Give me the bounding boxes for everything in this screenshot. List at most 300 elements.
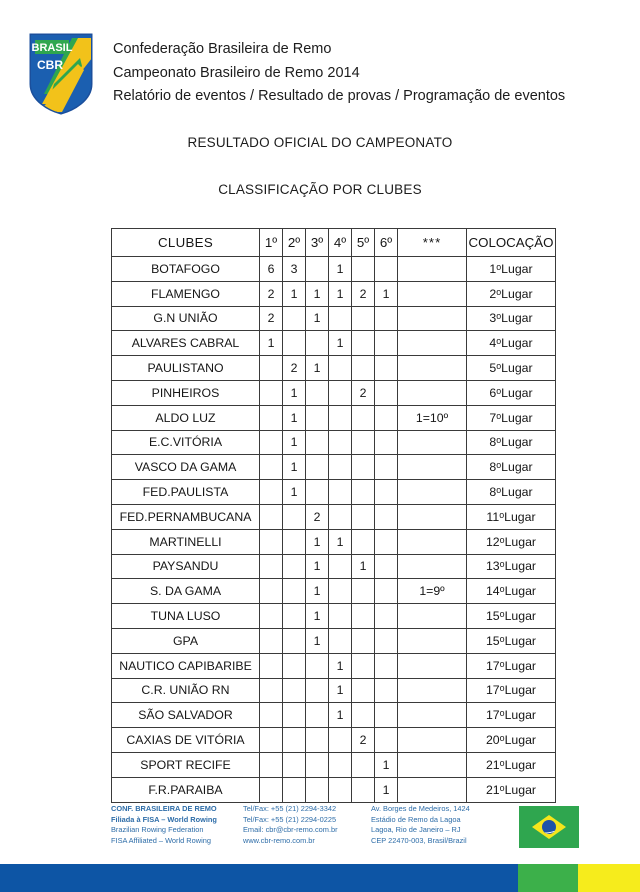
cell-extra-note — [398, 504, 467, 529]
cell-count-3rd — [306, 257, 329, 282]
cell-count-4th — [329, 554, 352, 579]
cell-extra-note — [398, 455, 467, 480]
cell-count-2nd — [283, 703, 306, 728]
cell-count-6th — [375, 703, 398, 728]
cell-count-5th — [352, 703, 375, 728]
cell-count-4th: 1 — [329, 678, 352, 703]
placement-ordinal-mark: o — [499, 534, 505, 545]
cell-count-6th — [375, 380, 398, 405]
cell-club-name: PAYSANDU — [112, 554, 260, 579]
cell-count-4th: 1 — [329, 331, 352, 356]
placement-number: 12 — [485, 534, 500, 549]
placement-word: Lugar — [504, 584, 537, 599]
cell-count-4th — [329, 480, 352, 505]
cell-count-1st — [260, 480, 283, 505]
footer-org-line-1: CONF. BRASILEIRA DE REMO — [111, 804, 217, 813]
placement-number: 4 — [489, 336, 497, 351]
cell-placement — [467, 579, 556, 604]
cell-club-name: PAULISTANO — [112, 356, 260, 381]
placement-ordinal-mark: o — [496, 485, 502, 496]
cell-count-6th — [375, 504, 398, 529]
cell-count-5th — [352, 331, 375, 356]
logo-cbr-text: CBR — [37, 58, 63, 72]
cell-extra-note — [398, 529, 467, 554]
cell-count-6th — [375, 529, 398, 554]
cell-placement — [467, 380, 556, 405]
table-row — [112, 306, 556, 331]
cell-count-5th: 2 — [352, 380, 375, 405]
cell-club-name: SÃO SALVADOR — [112, 703, 260, 728]
cell-placement — [467, 529, 556, 554]
cell-count-4th — [329, 604, 352, 629]
page-header — [0, 0, 640, 122]
cell-count-6th — [375, 653, 398, 678]
footer-address-line-2: Estádio de Remo da Lagoa — [371, 814, 461, 824]
cell-count-1st — [260, 380, 283, 405]
table-row — [112, 380, 556, 405]
placement-word: Lugar — [504, 509, 536, 524]
cell-extra-note — [398, 703, 467, 728]
cell-count-6th: 1 — [375, 281, 398, 306]
brazil-flag-icon — [519, 806, 579, 848]
bottom-bar-green — [518, 864, 578, 892]
placement-ordinal-mark: o — [499, 782, 505, 793]
cell-count-1st — [260, 356, 283, 381]
cell-count-2nd: 1 — [283, 480, 306, 505]
cell-club-name: FLAMENGO — [112, 281, 260, 306]
placement-ordinal-mark: o — [496, 460, 502, 471]
placement-number: 13 — [485, 559, 500, 574]
cell-count-6th — [375, 678, 398, 703]
placement-number: 20 — [485, 733, 500, 748]
cell-club-name: ALDO LUZ — [112, 405, 260, 430]
placement-ordinal-mark: o — [499, 658, 505, 669]
table-row — [112, 281, 556, 306]
placement-number: 2 — [489, 286, 497, 301]
cell-count-1st: 6 — [260, 257, 283, 282]
cell-count-2nd — [283, 777, 306, 802]
placement-word: Lugar — [501, 336, 533, 351]
cell-count-2nd: 1 — [283, 380, 306, 405]
placement-word: Lugar — [501, 261, 533, 276]
cell-count-3rd — [306, 380, 329, 405]
col-header-extra: *** — [398, 229, 467, 257]
bottom-color-bar — [0, 864, 640, 892]
cell-placement — [467, 653, 556, 678]
club-classification-table — [111, 228, 556, 803]
cell-count-3rd — [306, 405, 329, 430]
header-line-report-type: Relatório de eventos / Resultado de provas / Programação de eventos — [113, 88, 566, 104]
cell-club-name: SPORT RECIFE — [112, 752, 260, 777]
placement-number: 14 — [485, 584, 500, 599]
bottom-bar-blue — [0, 864, 518, 892]
placement-number: 15 — [485, 609, 500, 624]
cell-count-3rd: 1 — [306, 554, 329, 579]
cell-count-4th: 1 — [329, 653, 352, 678]
cell-count-4th — [329, 728, 352, 753]
cell-count-3rd — [306, 480, 329, 505]
cell-club-name: ALVARES CABRAL — [112, 331, 260, 356]
cell-count-5th: 1 — [352, 554, 375, 579]
cell-club-name: CAXIAS DE VITÓRIA — [112, 728, 260, 753]
cell-club-name: PINHEIROS — [112, 380, 260, 405]
placement-ordinal-mark: o — [496, 361, 502, 372]
cell-count-5th — [352, 777, 375, 802]
cell-extra-note — [398, 678, 467, 703]
cell-placement — [467, 281, 556, 306]
cell-count-2nd — [283, 653, 306, 678]
placement-ordinal-mark: o — [496, 311, 502, 322]
cell-count-6th — [375, 604, 398, 629]
cell-placement — [467, 455, 556, 480]
table-row — [112, 703, 556, 728]
placement-word: Lugar — [504, 633, 537, 648]
placement-number: 8 — [489, 435, 497, 450]
cell-count-4th — [329, 628, 352, 653]
placement-word: Lugar — [501, 286, 533, 301]
cell-count-4th — [329, 579, 352, 604]
header-line-championship: Campeonato Brasileiro de Remo 2014 — [113, 64, 360, 81]
cell-placement — [467, 356, 556, 381]
footer-email[interactable]: Email: cbr@cbr-remo.com.br — [243, 825, 338, 835]
table-row — [112, 728, 556, 753]
cell-count-4th: 1 — [329, 257, 352, 282]
placement-word: Lugar — [504, 708, 537, 723]
cell-count-2nd — [283, 504, 306, 529]
cell-count-6th: 1 — [375, 752, 398, 777]
cell-count-2nd — [283, 728, 306, 753]
table-row — [112, 579, 556, 604]
cell-count-6th — [375, 356, 398, 381]
cell-club-name: FED.PAULISTA — [112, 480, 260, 505]
cell-placement — [467, 331, 556, 356]
placement-word: Lugar — [504, 534, 537, 549]
cell-count-3rd — [306, 678, 329, 703]
placement-word: Lugar — [501, 460, 533, 475]
cell-count-3rd — [306, 331, 329, 356]
footer-col-organization — [111, 804, 243, 846]
placement-word: Lugar — [501, 361, 533, 376]
cell-count-1st — [260, 653, 283, 678]
placement-word: Lugar — [504, 559, 537, 574]
table-row — [112, 678, 556, 703]
table-row — [112, 455, 556, 480]
table-row — [112, 653, 556, 678]
table-row — [112, 480, 556, 505]
cell-count-4th — [329, 380, 352, 405]
cell-club-name: GPA — [112, 628, 260, 653]
cell-count-5th — [352, 653, 375, 678]
col-header-5th: 5º — [352, 229, 375, 257]
flag-band — [542, 821, 556, 834]
cell-count-6th — [375, 331, 398, 356]
placement-word: Lugar — [501, 410, 533, 425]
cell-count-3rd: 1 — [306, 356, 329, 381]
cell-extra-note — [398, 554, 467, 579]
cell-placement — [467, 752, 556, 777]
cell-count-3rd: 2 — [306, 504, 329, 529]
placement-word: Lugar — [501, 385, 533, 400]
cell-count-3rd: 1 — [306, 579, 329, 604]
cell-placement — [467, 703, 556, 728]
cell-placement — [467, 480, 556, 505]
cell-count-5th — [352, 306, 375, 331]
cell-count-5th — [352, 529, 375, 554]
cell-count-2nd: 1 — [283, 281, 306, 306]
cell-count-1st — [260, 405, 283, 430]
table-row — [112, 504, 556, 529]
cell-count-3rd: 1 — [306, 604, 329, 629]
cell-count-4th — [329, 777, 352, 802]
cell-count-2nd: 2 — [283, 356, 306, 381]
cell-count-3rd — [306, 430, 329, 455]
col-header-clubes: CLUBES — [112, 229, 260, 257]
cell-extra-note — [398, 480, 467, 505]
cell-count-3rd — [306, 455, 329, 480]
cell-count-1st — [260, 628, 283, 653]
col-header-1st: 1º — [260, 229, 283, 257]
cell-count-4th — [329, 356, 352, 381]
cell-count-1st — [260, 579, 283, 604]
placement-number: 11 — [486, 509, 500, 524]
placement-word: Lugar — [504, 757, 537, 772]
cell-count-3rd — [306, 752, 329, 777]
cell-placement — [467, 628, 556, 653]
placement-number: 3 — [489, 311, 497, 326]
placement-ordinal-mark: o — [496, 386, 502, 397]
cell-extra-note: 1=10º — [398, 405, 467, 430]
cell-count-5th: 2 — [352, 281, 375, 306]
table-row — [112, 628, 556, 653]
cell-count-4th — [329, 306, 352, 331]
logo-brasil-text: BRASIL — [31, 42, 73, 54]
footer-website[interactable]: www.cbr-remo.com.br — [243, 835, 315, 845]
col-header-4th: 4º — [329, 229, 352, 257]
cell-club-name: F.R.PARAIBA — [112, 777, 260, 802]
placement-number: 8 — [489, 485, 497, 500]
cell-count-5th — [352, 678, 375, 703]
placement-ordinal-mark: o — [496, 410, 502, 421]
cell-count-3rd — [306, 777, 329, 802]
footer-col-contact — [243, 804, 371, 846]
cell-placement — [467, 777, 556, 802]
cell-count-1st — [260, 455, 283, 480]
col-header-colocacao: COLOCAÇÃO — [467, 229, 556, 257]
cell-count-1st — [260, 703, 283, 728]
cell-club-name: E.C.VITÓRIA — [112, 430, 260, 455]
cell-count-1st — [260, 529, 283, 554]
table-row — [112, 752, 556, 777]
cell-club-name: TUNA LUSO — [112, 604, 260, 629]
placement-word: Lugar — [504, 683, 537, 698]
cell-extra-note — [398, 356, 467, 381]
cell-count-3rd: 1 — [306, 306, 329, 331]
cell-count-4th: 1 — [329, 529, 352, 554]
placement-ordinal-mark: o — [499, 510, 505, 521]
placement-number: 7 — [489, 410, 497, 425]
footer-org-line-4: FISA Affiliated – World Rowing — [111, 835, 211, 845]
cell-extra-note — [398, 257, 467, 282]
cell-extra-note — [398, 380, 467, 405]
results-table-wrapper — [111, 228, 554, 803]
table-row — [112, 405, 556, 430]
cell-count-6th — [375, 257, 398, 282]
cell-extra-note — [398, 728, 467, 753]
placement-ordinal-mark: o — [496, 336, 502, 347]
cell-count-6th — [375, 430, 398, 455]
cell-placement — [467, 728, 556, 753]
table-row — [112, 356, 556, 381]
cell-count-2nd: 1 — [283, 405, 306, 430]
cell-club-name: NAUTICO CAPIBARIBE — [112, 653, 260, 678]
cell-count-4th: 1 — [329, 703, 352, 728]
placement-number: 5 — [489, 361, 497, 376]
cell-count-2nd — [283, 604, 306, 629]
footer-col-address — [371, 804, 531, 846]
cell-placement — [467, 306, 556, 331]
cell-count-5th — [352, 628, 375, 653]
cell-count-1st — [260, 752, 283, 777]
cell-count-6th — [375, 455, 398, 480]
table-header-row — [112, 229, 556, 257]
cell-club-name: FED.PERNAMBUCANA — [112, 504, 260, 529]
cell-count-2nd: 1 — [283, 430, 306, 455]
footer-columns — [111, 804, 531, 846]
table-row — [112, 604, 556, 629]
cell-count-5th — [352, 579, 375, 604]
placement-word: Lugar — [501, 485, 533, 500]
placement-number: 15 — [485, 633, 500, 648]
placement-ordinal-mark: o — [496, 262, 502, 273]
flag-globe — [542, 820, 556, 834]
page-subtitle: CLASSIFICAÇÃO POR CLUBES — [218, 182, 422, 197]
placement-ordinal-mark: o — [499, 584, 505, 595]
cell-count-3rd: 1 — [306, 281, 329, 306]
bottom-bar-yellow — [578, 864, 640, 892]
cell-extra-note — [398, 430, 467, 455]
cell-count-1st — [260, 777, 283, 802]
cell-count-2nd — [283, 678, 306, 703]
cell-count-6th — [375, 554, 398, 579]
col-header-3rd: 3º — [306, 229, 329, 257]
cell-count-5th — [352, 504, 375, 529]
cell-club-name: G.N UNIÃO — [112, 306, 260, 331]
placement-ordinal-mark: o — [496, 286, 502, 297]
cell-count-5th — [352, 257, 375, 282]
cell-count-3rd: 1 — [306, 628, 329, 653]
table-row — [112, 777, 556, 802]
placement-number: 17 — [485, 683, 500, 698]
cell-count-3rd — [306, 728, 329, 753]
cell-club-name: VASCO DA GAMA — [112, 455, 260, 480]
cell-extra-note — [398, 281, 467, 306]
cell-count-1st — [260, 554, 283, 579]
cell-extra-note — [398, 653, 467, 678]
cell-count-6th — [375, 405, 398, 430]
cell-count-5th — [352, 430, 375, 455]
cell-count-4th — [329, 504, 352, 529]
placement-ordinal-mark: o — [499, 758, 505, 768]
cell-count-1st — [260, 678, 283, 703]
header-text-block — [113, 38, 613, 109]
cell-placement — [467, 604, 556, 629]
cell-club-name: BOTAFOGO — [112, 257, 260, 282]
cell-count-1st — [260, 604, 283, 629]
cell-count-5th — [352, 455, 375, 480]
cell-count-5th — [352, 604, 375, 629]
cell-count-6th: 1 — [375, 777, 398, 802]
cell-extra-note — [398, 777, 467, 802]
cell-count-4th — [329, 455, 352, 480]
cell-count-4th — [329, 752, 352, 777]
placement-number: 21 — [485, 782, 500, 797]
cell-club-name: S. DA GAMA — [112, 579, 260, 604]
cell-count-1st: 1 — [260, 331, 283, 356]
placement-ordinal-mark: o — [499, 708, 505, 719]
footer-org-line-3: Brazilian Rowing Federation — [111, 825, 204, 835]
cell-count-5th — [352, 480, 375, 505]
table-row — [112, 554, 556, 579]
cell-count-4th — [329, 430, 352, 455]
header-line-federation: Confederação Brasileira de Remo — [113, 41, 332, 57]
cell-extra-note — [398, 752, 467, 777]
cell-count-2nd — [283, 331, 306, 356]
cell-count-1st — [260, 504, 283, 529]
cell-extra-note: 1=9º — [398, 579, 467, 604]
placement-number: 6 — [489, 385, 497, 400]
cell-count-2nd: 3 — [283, 257, 306, 282]
placement-word: Lugar — [504, 658, 537, 673]
cell-count-2nd — [283, 752, 306, 777]
cell-placement — [467, 678, 556, 703]
placement-ordinal-mark: o — [499, 559, 505, 570]
cell-count-6th — [375, 480, 398, 505]
cell-extra-note — [398, 331, 467, 356]
table-row — [112, 257, 556, 282]
cell-count-5th — [352, 752, 375, 777]
footer-phone-2: Tel/Fax: +55 (21) 2294-0225 — [243, 814, 337, 824]
cell-count-6th — [375, 728, 398, 753]
cell-count-1st — [260, 728, 283, 753]
cell-placement — [467, 405, 556, 430]
cell-placement — [467, 430, 556, 455]
cell-count-1st: 2 — [260, 281, 283, 306]
placement-number: 17 — [485, 658, 500, 673]
cell-club-name: C.R. UNIÃO RN — [112, 678, 260, 703]
table-row — [112, 331, 556, 356]
placement-ordinal-mark: o — [499, 634, 505, 645]
cell-count-2nd — [283, 306, 306, 331]
cell-count-1st: 2 — [260, 306, 283, 331]
cell-count-2nd — [283, 529, 306, 554]
placement-number: 17 — [485, 708, 500, 723]
cell-placement — [467, 554, 556, 579]
cell-count-5th — [352, 356, 375, 381]
footer-address-line-1: Av. Borges de Medeiros, 1424 — [371, 804, 470, 813]
cell-count-1st — [260, 430, 283, 455]
cell-count-3rd — [306, 653, 329, 678]
cell-count-2nd: 1 — [283, 455, 306, 480]
placement-word: Lugar — [504, 609, 537, 624]
cell-placement — [467, 504, 556, 529]
cell-count-5th — [352, 405, 375, 430]
placement-word: Lugar — [504, 782, 537, 797]
placement-word: Lugar — [504, 733, 537, 748]
col-header-2nd: 2º — [283, 229, 306, 257]
cell-count-4th: 1 — [329, 281, 352, 306]
cell-extra-note — [398, 628, 467, 653]
placement-number: 21 — [485, 757, 500, 772]
